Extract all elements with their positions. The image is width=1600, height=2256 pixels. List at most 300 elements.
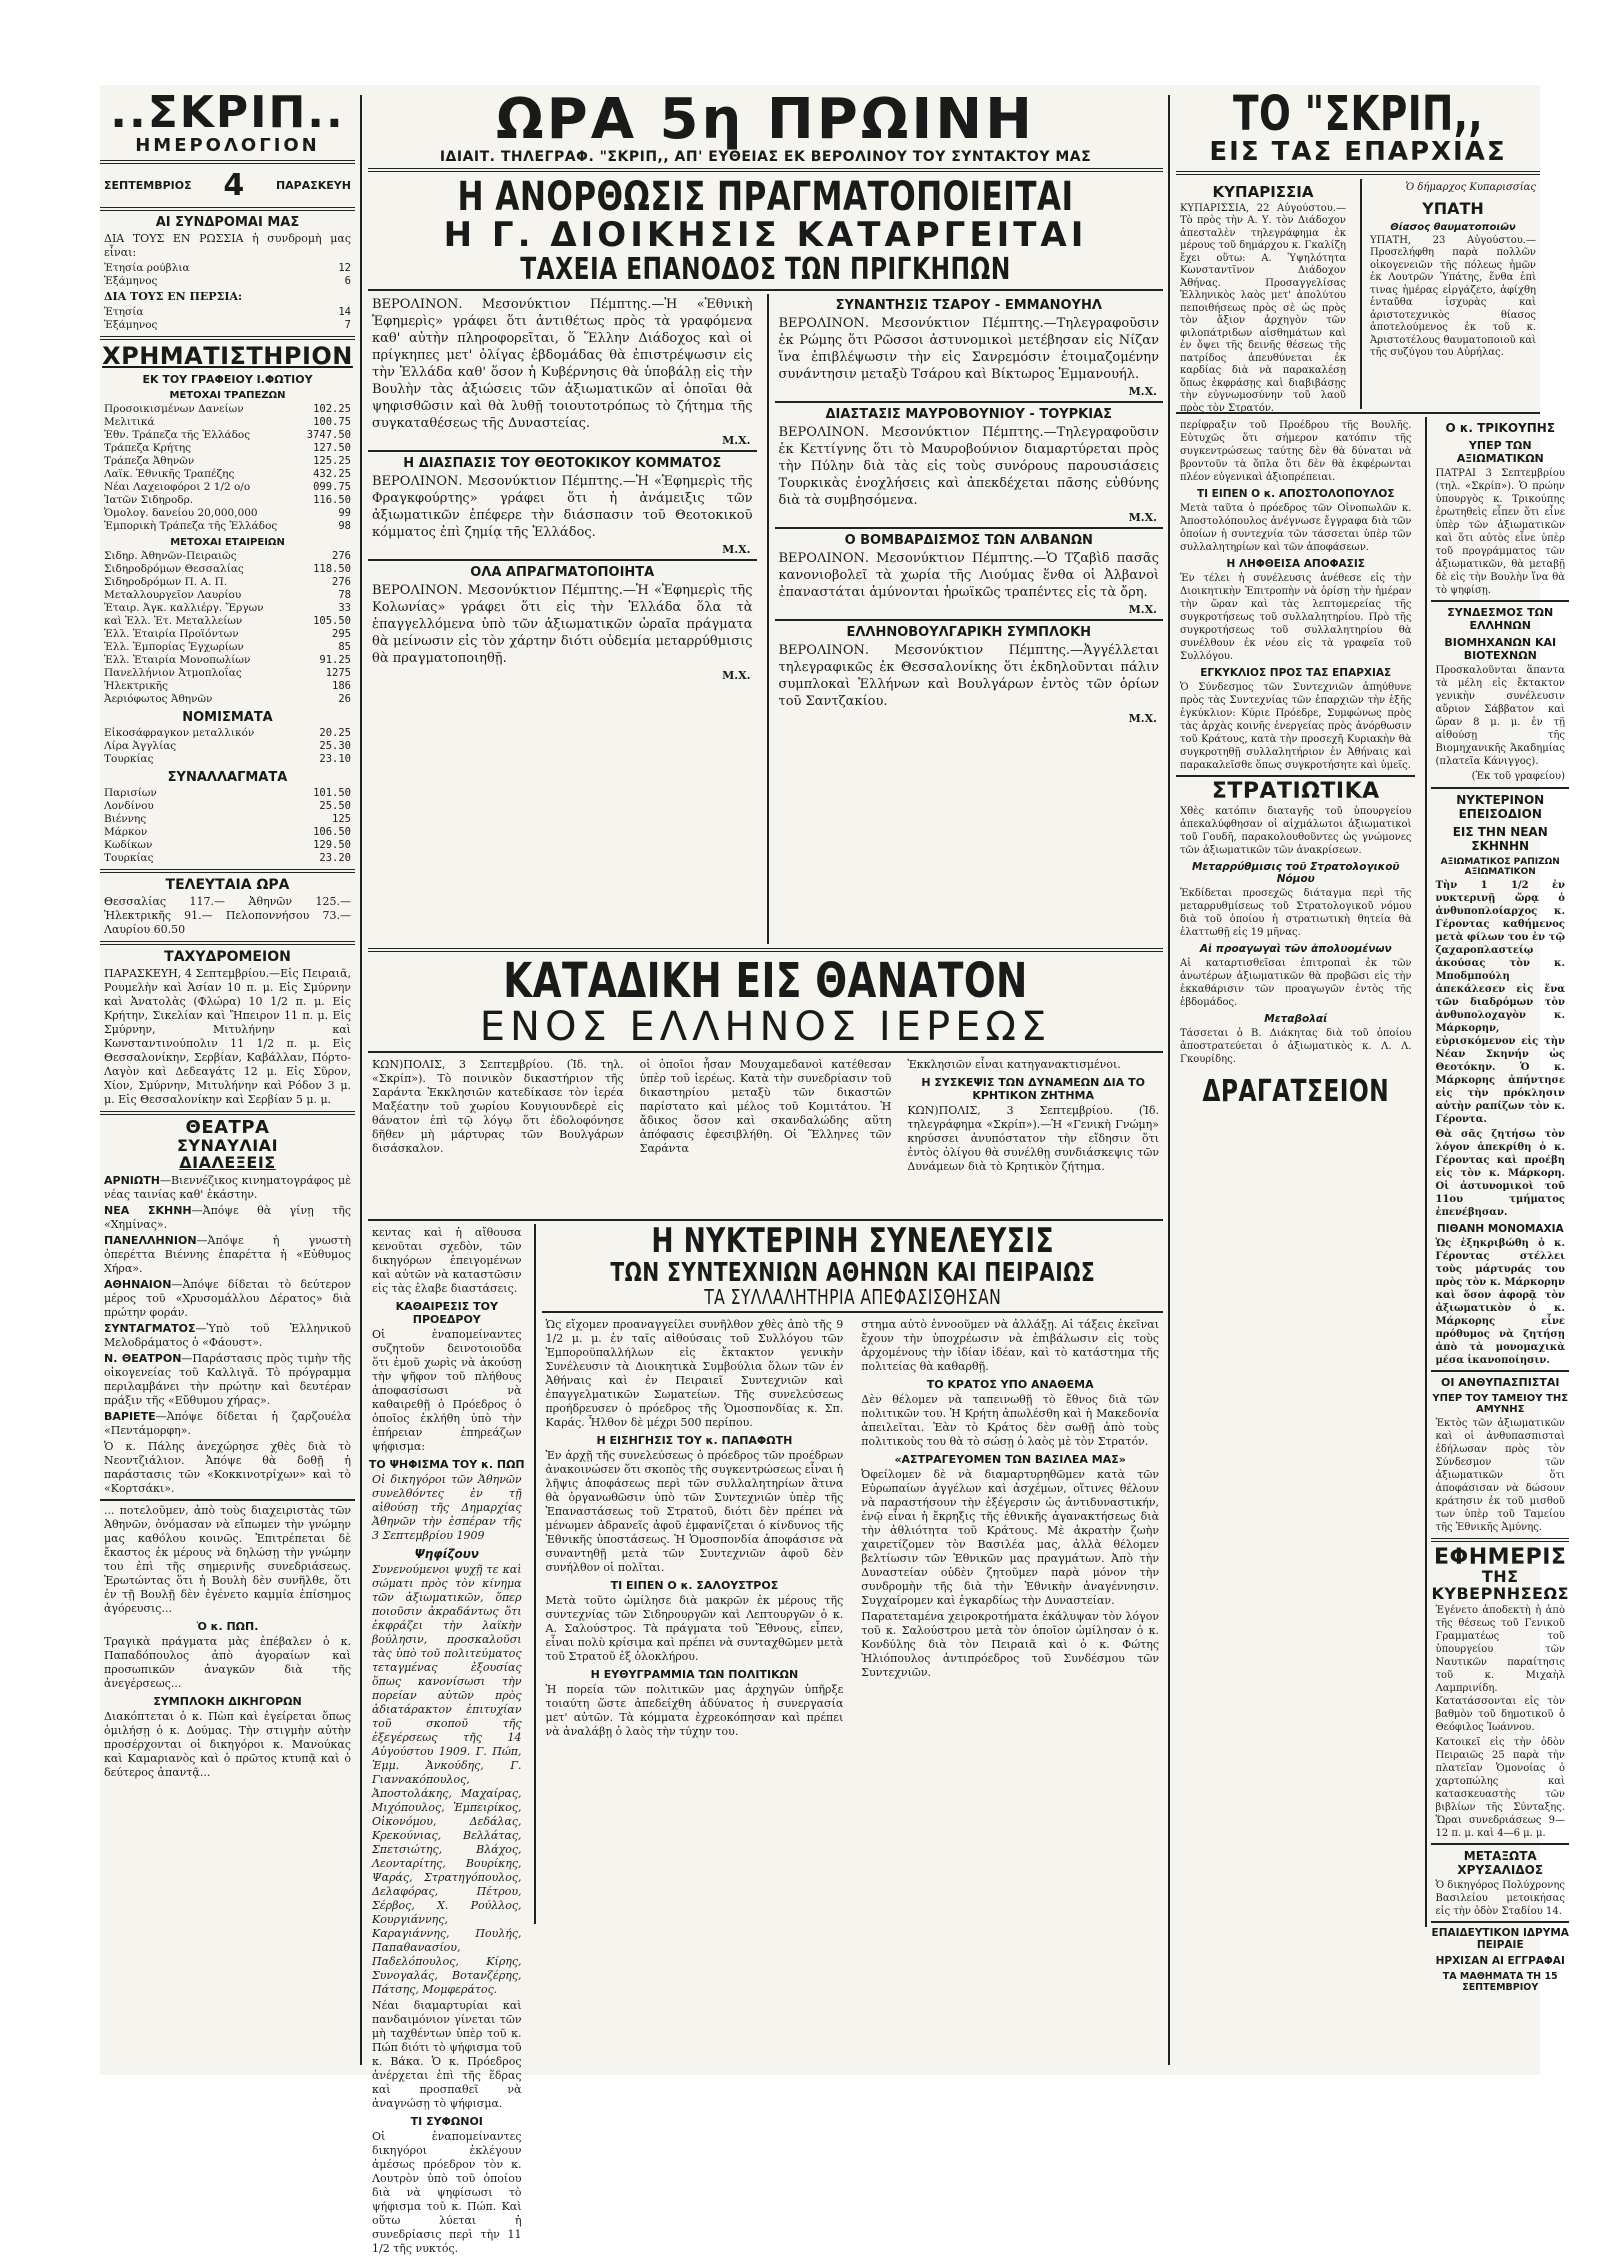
fx-row (104, 787, 351, 800)
divider (1431, 600, 1569, 602)
cretan-question-text: ΚΩΝ)ΠΟΛΙΣ, 3 Σεπτεμβρίου. (Ἰδ. τηλεγράφημα «Σκρίπ»).—Ἡ «Γενικὴ Γνώμη» κηρύσσει ἀνυπόστατον τὴν εἴδησιν ὅτι ἐντὸς ὀλίγου θὰ συνέλθῃ συνδιάσκεψις τῶν Δυνάμεων διὰ τὸ Κρητικὸν ζήτημα. (907, 1104, 1163, 1174)
assembly-text-5: στημα αὐτὸ ἐννοοῦμεν νὰ ἀλλάξῃ. Αἱ τάξεις ἐκεῖναι ἔχουν τὴν ὑποχρέωσιν νὰ ἐπιβάλωσιν εἰς τοὺς ἀρχομένους τὴν ἰδίαν ἰδέαν, καὶ τὸ κατάστημα τῆς πολιτείας θὰ καθαρθῇ. (861, 1318, 1163, 1374)
military-text-2: Ἐκδίδεται προσεχῶς διάταγμα περὶ τῆς μεταρρυθμίσεως τοῦ Στρατολογικοῦ νόμου διὰ τοῦ ὁποίου ἡ στρατιωτικὴ θητεία θὰ ἐλαττωθῇ εἰς 19 μῆνας. (1180, 887, 1415, 938)
fx-row (104, 813, 351, 826)
divider (100, 869, 355, 873)
divider (775, 619, 1164, 621)
lawyers-section: ΚΑΘΑΙΡΕΣΙΣ ΤΟΥ ΠΡΟΕΔΡΟΥ (395, 1300, 498, 1327)
theatre-program: —Βιεννέζικος κινηματογράφος μὲ νέας ταινίας καθ' ἑκάστην. (104, 1173, 351, 1201)
fx-row (104, 839, 351, 852)
fx-row-value: 129.50 (313, 839, 351, 852)
right-column (1176, 85, 1569, 2075)
money-row-value: 23.10 (319, 753, 351, 766)
divider (100, 1499, 355, 1501)
company-row-value: 105.50 (313, 615, 351, 628)
divider (542, 1311, 1163, 1313)
right-lower (1176, 417, 1569, 1994)
death-sentence-text-1: ΚΩΝ)ΠΟΛΙΣ, 3 Σεπτεμβρίου. (Ἰδ. τηλ. «Σκρίπ»). Τὸ ποινικὸν δικαστήριον τῆς Σαράντα Ἐκκλησιῶν κατεδίκασε τὸν ἱερέα Μαξέατην τοῦ χωρίου Κουγιουνδερὲ εἰς θάνατον ἐπὶ τῷ λόγῳ ὅτι ἐδολοφόνησε δῆθεν μὴ μάρτυρας τῶν Βουλγάρων δισάσκαλον. (372, 1058, 628, 1156)
company-row-value: 1275 (325, 667, 351, 680)
trikoupis-text: ΠΑΤΡΑΙ 3 Σεπτεμβρίου (τηλ. «Σκρίπ»). Ὁ πρώην ὑπουργὸς κ. Τρικούπης ἐρωτηθεὶς εἶπεν ὅτι εἶνε ὑπὲρ τῶν ἀξιωματικῶν καὶ ὅτι αὐτὸς εἶνε ὑπὲρ τοῦ προγράμματος τῶν ἀξιωματικῶν, θὰ μεταβῇ δὲ εἰς τὴν Βουλὴν ἵνα θὰ τὸ ψηφίσῃ. (1435, 467, 1569, 596)
money-row (104, 727, 351, 740)
divider (1431, 787, 1569, 789)
theatre-entry (104, 1322, 351, 1350)
article-split-text: ΒΕΡΟΛΙΝΟΝ. Μεσονύκτιον Πέμπτης.—Ἡ «Ἐφημερὶς τῆς Φραγκφούρτης» γράφει ὅτι ἡ ἀνάμειξις τῶν ἀξιωματικῶν ἐπέφερε τὴν διάσπασιν τοῦ Θεοτοκικοῦ κόμματος ἐπὶ ζημίᾳ τῆς Ἑλλάδος. (372, 473, 757, 540)
fx-row-label: Βιέννης (104, 813, 147, 826)
bank-row-value: 100.75 (313, 416, 351, 429)
company-row (104, 628, 351, 641)
ypati-text: ΥΠΑΤΗ, 23 Αὐγούστου.—Προσελήφθη παρὰ πολλῶν οἰκογενειῶν τῆς πόλεως ἡμῶν ἐκ Λουτρῶν Ὑπάτης, ἕνθα ἐπὶ τινας ἡμέρας εἰργάζετο, ἀφίχθη ἐνταῦθα ἰσχυρὰς καὶ ἀριστοτεχνικὸς θίασος ἀποτελούμενος ἐκ τοῦ κ. Ἀριστοτέλους θαυματοποιοῦ καὶ τῆς συζύγου του Αὐρήλας. (1370, 234, 1540, 359)
closing-section: ΣΥΜΠΛΟΚΗ ΔΙΚΗΓΟΡΩΝ (153, 1694, 302, 1708)
bank-row-label: Προσοικισμένων Δανείων (104, 403, 244, 416)
death-sentence-col-3 (903, 1056, 1163, 1216)
article-clash-text: ΒΕΡΟΛΙΝΟΝ. Μεσονύκτιον Πέμπτης.—Ἀγγέλλεται τηλεγραφικῶς ἐκ Θεσσαλονίκης ὅτι ἐκδηλοῦνται πάλιν συμπλοκαὶ Ἑλλήνων καὶ Βουλγάρων ἐντὸς τῶν ὁρίων τοῦ Σαντζακίου. (778, 642, 1164, 709)
incident-subtitle: ΑΞΙΩΜΑΤΙΚΟΣ ΡΑΠΙΖΩΝ ΑΞΙΩΜΑΤΙΚΟΝ (1440, 856, 1560, 877)
headline-1: Η ΑΝΟΡΘΩΣΙΣ ΠΡΑΓΜΑΤΟΠΟΙΕΙΤΑΙ (457, 174, 1074, 221)
bank-row (104, 442, 351, 455)
headline-death-sentence: ΚΑΤΑΔΙΚΗ ΕΙΣ ΘΑΝΑΤΟΝ (503, 952, 1028, 1009)
incident-title-2: ΕΙΣ ΤΗΝ ΝΕΑΝ ΣΚΗΝΗΝ (1452, 824, 1548, 853)
silk-text: Ὁ δικηγόρος Πολύχρονης Βασιλείου μετοικήσας εἰς τὴν ὁδὸν Σταδίου 14. (1435, 1880, 1569, 1918)
theatre-program: —Παράστασις πρὸς τιμὴν τῆς οἰκογενείας τοῦ Καλλιγᾶ. Τὸ πρόγραμμα περιλαμβάνει τὴν πρώτην καὶ δευτέραν πράξιν τῆς «Εὔθυμου χήρας». (104, 1351, 351, 1407)
trikoupis-title: Ο κ. ΤΡΙΚΟΥΠΗΣ (1445, 420, 1556, 435)
assembly-block (534, 1221, 1163, 1924)
post-text: ΠΑΡΑΣΚΕΥΗ, 4 Σεπτεμβρίου.—Εἰς Πειραιᾶ, Ρουμελὴν καὶ Ἀσίαν 10 π. μ. Εἰς Σμύρνην καὶ Ἀνατολὰς (Φλώρα) 10 1/2 π. μ. Εἰς Κρήτην, Σικελίαν καὶ Ἤπειρον 11 π. μ. Εἰς Σμύρνην, Μιτυλήνην καὶ Κωνσταντινούπολιν 11 1/2 π. μ. Εἰς Θεσσαλονίκην, Σερβίαν, Καβάλλαν, Πόρτο-Λαγὸν καὶ Δεδεαγάτς 12 μ. Εἰς Σῦρον, Χίον, Σμύρνην, Μιτυλήνην καὶ Ρόδον 3 μ. μ. Εἰς Θεσσαλονίκην καὶ Σερβίαν 5 μ. μ. (104, 967, 355, 1107)
industrialists-title-2: ΒΙΟΜΗΧΑΝΩΝ ΚΑΙ ΒΙΟΤΕΧΝΩΝ (1444, 635, 1557, 662)
assembly-section: Η ΕΙΣΗΓΗΣΙΣ ΤΟΥ κ. ΠΑΠΑΦΩΤΗ (596, 1434, 793, 1448)
death-sentence-block (368, 1056, 1163, 1216)
decision-text: Ἐν τέλει ἡ συνέλευσις ἀνέθεσε εἰς τὴν Διοικητικὴν Ἐπιτροπὴν νὰ ὁρίσῃ τὴν ἡμέραν τὴν ὥραν καὶ τὰς λεπτομερείας τῆς συγκροτήσεως τοῦ συλλαλητηρίου. Πρὸ τῆς συγκροτήσεως τοῦ συλλαλητηρίου θὰ συνέλθουν ἐκ νέου εἰς τὰ γραφεῖα τοῦ Συλλόγου. (1180, 572, 1415, 662)
adjutants-title-2: ΥΠΕΡ ΤΟΥ ΤΑΜΕΙΟΥ ΤΗΣ ΑΜΥΝΗΣ (1432, 1392, 1569, 1415)
military-text: Χθὲς κατόπιν διαταγῆς τοῦ ὑπουργείου ἀπεκαλύφθησαν οἱ αἰχμάλωτοι ἀξιωματικοὶ τοῦ Γουδῆ, παρακολουθοῦντες ὡς γνώμονες τῶν ἀξιωματικῶν τῶν ἀνακρίσεων. (1180, 805, 1415, 856)
article-tsar-title: ΣΥΝΑΝΤΗΣΙΣ ΤΣΑΡΟΥ - ΕΜΜΑΝΟΥΗΛ (835, 297, 1102, 313)
kyparissia-sign: Ὁ δήμαρχος Κυπαρισσίας (1405, 181, 1536, 193)
money-row (104, 740, 351, 753)
date-number: 4 (223, 168, 245, 203)
bank-row-value: 116.50 (313, 494, 351, 507)
bank-row (104, 507, 351, 520)
company-row (104, 654, 351, 667)
subscription-row (104, 262, 351, 275)
lawyers-text: κεντας καὶ ἡ αἴθουσα κενοῦται σχεδὸν, τῶν δικηγόρων ἐπειγομένων καὶ αὐτῶν νὰ καταστῶσιν εἰς τὰς ἐλαβε διαστάσεις. (372, 1226, 526, 1296)
subscription-row-label: Ἐτησία (104, 306, 144, 318)
company-row-value: 85 (338, 641, 351, 654)
piraeus-text: περίφραξιν τοῦ Προέδρου τῆς Βουλῆς. Εὐτυχῶς ὅτι σήμερον κατόπιν τῆς συγκεντρώσεως ταύτης δὲν θὰ δύναται νὰ βροντοῦν τὰ ὅπλα ὅτι δὲν θὰ ἐκφέρωνται πλέον εὐγενικαὶ ἀξιοπρέπειαι. (1180, 419, 1415, 483)
fx-row-label: Κωδίκων (104, 839, 153, 852)
company-row-label: Ἑλλ. Ἑταιρία Μονοπωλίων (104, 654, 251, 667)
exchange-title: ΧΡΗΜΑΤΙΣΤΗΡΙΟΝ (102, 342, 353, 370)
left-masthead: ..ΣΚΡΙΠ.. (110, 87, 345, 138)
kyparissia-title: ΚΥΠΑΡΙΣΣΙΑ (1212, 182, 1314, 201)
lawyers-text-5: Νέαι διαμαρτυρίαι καὶ πανδαιμόνιον γίνεται τῶν μὴ ταχθέντων ὑπὲρ τοῦ κ. Πώπ διότι τὸ ψήφισμα τοῦ κ. Βάκα. Ὁ κ. Πρόεδρος ἀνέρχεται ἐπὶ τῆς ἕδρας καὶ προσπαθεῖ νὰ ἀναγνώσῃ τὸ ψήφισμα. (372, 1999, 526, 2111)
divider (1431, 1538, 1569, 1542)
companies-title: ΜΕΤΟΧΑΙ ΕΤΑΙΡΕΙΩΝ (170, 537, 285, 549)
company-row (104, 680, 351, 693)
subscriptions-list (100, 262, 355, 288)
theatre-name: ΑΡΝΙΩΤΗ (104, 1173, 160, 1187)
apostolopoulos-text: Μετὰ ταῦτα ὁ πρόεδρος τῶν Οἰνοπωλῶν κ. Ἀποστολόπουλος ἀνέγνωσε ἔγγραφα διὰ τῶν ὁποίων ἡ συντεχνία τῶν τάσσεται ὑπὲρ τῶν συλλαλητηρίων καὶ τῶν ἀποφάσεων. (1180, 502, 1415, 553)
bank-row (104, 481, 351, 494)
assembly-text-3: Μετὰ τοῦτο ὡμίλησε διὰ μακρῶν ἐκ μέρους τῆς συντεχνίας τῶν Σιδηρουργῶν καὶ Λεπτουργῶν ὁ κ. Α. Σαλούστρος. Τὰ πράγματα τοῦ Ἔθνους, εἶπεν, εἶναι πολὺ κρίσιμα καὶ πρέπει νὰ συνταχθῶμεν μετὰ τοῦ Στρατοῦ ἐξ ὁλοκλήρου. (545, 1594, 847, 1664)
article-unrealized-title: ΟΛΑ ΑΠΡΑΓΜΑΤΟΠΟΙΗΤΑ (470, 564, 655, 580)
bank-row-label: Νέαι Λαχειοφόροι 2 1/2 ο/ο (104, 481, 251, 494)
right-masthead-sub: ΕΙΣ ΤΑΣ ΕΠΑΡΧΙΑΣ (1209, 137, 1507, 168)
divider (368, 948, 1163, 952)
theatre-subtitle-2: ΔΙΑΛΕΞΕΙΣ (179, 1152, 276, 1172)
ypati-column (1360, 179, 1540, 409)
subscription-row-label: Ἑξάμηνος (104, 275, 158, 287)
company-row (104, 563, 351, 576)
company-row-label: Πανελλήνιον Ἀτμοπλοΐας (104, 667, 242, 680)
bank-row-label: Λαϊκ. Ἐθνικῆς Τραπέζης (104, 468, 235, 481)
company-row (104, 615, 351, 628)
company-row-label: Ἑλλ. Ἑταιρία Προϊόντων (104, 628, 239, 641)
banks-title: ΜΕΤΟΧΑΙ ΤΡΑΠΕΖΩΝ (169, 390, 286, 402)
money-row-label: Λίρα Ἀγγλίας (104, 740, 177, 753)
bank-row-value: 432.25 (313, 468, 351, 481)
divider (368, 559, 757, 561)
company-row-value: 276 (332, 550, 351, 563)
industrialists-title: ΣΥΝΔΕΣΜΟΣ ΤΩΝ ΕΛΛΗΝΩΝ (1447, 605, 1554, 632)
telegrams-right (767, 294, 1164, 944)
signature: Μ.Χ. (722, 542, 751, 556)
assembly-text-8: Παρατεταμένα χειροκροτήματα ἐκάλυψαν τὸν λόγον τοῦ κ. Σαλούστρου μετὰ τὸν ὁποῖον ὡμίλησαν ὁ κ. Κονδύλης διὰ τὸν Πειραιᾶ καὶ ὁ κ. Φώτης Ἠλιόπουλος ἀντιπρόεδρος τοῦ Συνδέσμου τῶν Συντεχνιῶν. (861, 1610, 1163, 1680)
assembly-col-2 (857, 1316, 1163, 1741)
gazette-title-2: ΤΗΣ ΚΥΒΕΡΝΗΣΕΩΣ (1431, 1566, 1569, 1603)
closing-text: ... ποτελοῦμεν, ἀπὸ τοὺς διαχειριστὰς τῶν Ἀθηνῶν, ὀνόμασαν νὰ εἴπωμεν τὴν γνώμην μας καθόλου κοινῶς. Ἐπιτρέπεται δὲ ἔκαστος ἐκ μέρους νὰ δηλώσῃ τὴν γνώμην του ἐπὶ τῆς σημερινῆς συνεδριάσεως. Ἐρωτώντας ὅτι ἡ Βουλὴ δὲν συνῆλθε, ὅτι ἐν τῇ Βουλῇ δὲν ἐγένετο καμμία ἐπίσημος ἀγόρευσις... (104, 1503, 355, 1615)
divider (100, 336, 355, 340)
theatre-program: —Ὑπὸ τοῦ Ἑλληνικοῦ Μελοδράματος ὁ «Φάουστ». (104, 1321, 351, 1349)
bank-row-label: Τράπεζα Ἀθηνῶν (104, 455, 195, 468)
assembly-section-3: Η ΕΥΘΥΓΡΑΜΜΙΑ ΤΩΝ ΠΟΛΙΤΙΚΩΝ (590, 1668, 799, 1682)
company-row-label: Σιδηροδρόμων Π. Α. Π. (104, 576, 228, 589)
lawyers-text-2: Οἱ ἐναπομείναντες συζητοῦν δεινοτοιοῦδα ὅτι ἐμοῦ χωρὶς νὰ ἀκούσῃ τὴν ψῆφον τοῦ πλήθους ἀποφασίσωσι νὰ καθαιρεθῇ ὁ Πρόεδρος ὁ ὁποῖος ἐκλήθη ὑπὸ τὴν ἐπήρειαν ἐπηρεάζων ψήφισμα: (372, 1328, 526, 1454)
company-row-value: 118.50 (313, 563, 351, 576)
divider (1176, 775, 1415, 777)
subscriptions-title: ΑΙ ΣΥΝΔΡΟΜΑΙ ΜΑΣ (155, 215, 300, 230)
divider (100, 941, 355, 945)
fx-row-value: 23.20 (319, 852, 351, 865)
bank-row-label: Ἰατῶν Σιδηροδρ. (104, 494, 194, 507)
divider (1431, 1370, 1569, 1372)
death-sentence-col-1 (368, 1056, 628, 1216)
divider (368, 289, 1163, 291)
lawyers-text-3: Οἱ δικηγόροι τῶν Ἀθηνῶν συνελθόντες ἐν τῇ αἰθούσῃ τῆς Δημαρχίας Ἀθηνῶν τὴν ἑσπέραν τῆς 3 Σεπτεμβρίου 1909 (372, 1473, 526, 1543)
closing-tag: Ὁ κ. ΠΩΠ. (196, 1619, 259, 1633)
silk-title: ΜΕΤΑΞΩΤΑ ΧΡΥΣΑΛΙΔΟΣ (1457, 1849, 1544, 1878)
divider (368, 450, 757, 452)
kyparissia-column (1176, 179, 1350, 414)
divider (100, 1111, 355, 1115)
post-title: ΤΑΧΥΔΡΟΜΕΙΟΝ (164, 949, 291, 966)
article-unrealized-text: ΒΕΡΟΛΙΝΟΝ. Μεσονύκτιον Πέμπτης.—Ἡ «Ἐφημερὶς τῆς Κολωνίας» γράφει ὅτι εἰς τὴν Ἑλλάδα ὅλα τὰ ἐπαγγελλόμενα ὑπὸ τῶν ἀξιωματικῶν ὡραῖα πράγματα θὰ μείνωσιν εἰς τὸν χάρτην διότι οὐδεμία μεταρρύθμισις θὰ πραγματοποιηθῇ. (372, 582, 757, 666)
theatre-entry (104, 1352, 351, 1408)
divider (1176, 171, 1540, 175)
theatre-entry (104, 1204, 351, 1232)
bank-row (104, 416, 351, 429)
theatre-title: ΘΕΑΤΡΑ (185, 1117, 270, 1139)
signature: Μ.Χ. (1128, 510, 1157, 524)
subscriptions-persia: ΔΙΑ ΤΟΥΣ ΕΝ ΠΕΡΣΙΑ: (104, 290, 243, 303)
telegrams-block (368, 294, 1163, 944)
article-tsar-text: ΒΕΡΟΛΙΝΟΝ. Μεσονύκτιον Πέμπτης.—Τηλεγραφοῦσιν ἐκ Ρώμης ὅτι Ρῶσσοι ἀστυνομικοὶ μετέβησαν εἰς Νίζαν ἵνα ἐπιβλέψωσιν τὴν εἰς Σανρεμόσιν ἑτοιμαζομένην συνάντησιν μεταξὺ Τσάρου καὶ Βίκτωρος Ἐμμανουήλ. (778, 315, 1164, 382)
theatre-subtitle-1: ΣΥΝΑΥΛΙΑΙ (176, 1136, 279, 1156)
headline-2: Η Γ. ΔΙΟΙΚΗΣΙΣ ΚΑΤΑΡΓΕΙΤΑΙ (443, 215, 1088, 256)
article-albanians-text: ΒΕΡΟΛΙΝΟΝ. Μεσονύκτιον Πέμπτης.—Ὁ Τζαβὶδ πασᾶς κανονιοβολεῖ τὰ χωρία τῆς Λιούμας ἕνθα οἱ Ἀλβανοὶ ἐπαναστάται ἀμύνονται ἡρωϊκῶς τραπέντες εἰς τὰ ὄρη. (778, 550, 1164, 600)
company-row-label: Ἑλλ. Ἐμπορίας Ἐγχωρίων (104, 641, 244, 654)
theatre-entry (104, 1410, 351, 1438)
theatre-name: ΣΥΝΤΑΓΜΑΤΟΣ (104, 1321, 196, 1335)
divider (100, 160, 355, 164)
death-sentence-text-2: οἱ ὁποῖοι ἦσαν Μουχαμεδανοὶ κατέθεσαν ὑπὲρ τοῦ ἱερέως. Κατὰ τὴν συνεδρίασιν τοῦ δικαστηρίου μεταξὺ τῶν δικαστῶν παρίστατο καὶ μέλος τοῦ Κομιτάτου. Ἡ ἄδικος ὅσον καὶ σκανδαλώδης αὕτη ἀπόφασις ἐφεσιβλήθη. Οἱ Ἕλληνες τῶν Σαράντα (639, 1058, 895, 1156)
lawyers-column (368, 1224, 526, 2256)
left-subtitle: ΗΜΕΡΟΛΟΓΙΟΝ (135, 135, 320, 156)
signature: Μ.Χ. (722, 668, 751, 682)
company-row (104, 602, 351, 615)
theatre-tail: Ὁ κ. Πάλης ἀνεχώρησε χθὲς διὰ τὸ Νεοντζιάλιον. Ἀπόψε θὰ δοθῇ ἡ παράστασις τῶν «Κοκκινοτρίχων» καὶ τὸ «Κορτσάκι». (104, 1439, 355, 1495)
money-list (100, 727, 355, 766)
circular-text: Ὁ Σύνδεσμος τῶν Συντεχνιῶν ἀπηύθυνε πρὸς τὰς Συντεχνίας τῶν ἐπαρχιῶν τὴν ἑξῆς ἐγκύκλιον: Κύριε Πρόεδρε, Συμφώνως πρὸς τὰς ἀρχὰς κοινῆς ἐνεργείας πρὸς ἀνόρθωσιν τοῦ Κράτους, κατὰ τὴν προσεχῆ Κυριακὴν θὰ συγκροτηθῇ συλλαλητήριον ἐν Ἀθήναις καὶ παρακαλεῖσθε ὅπως συγκροτήσητε καὶ ὑμεῖς. (1180, 681, 1415, 771)
fx-row (104, 826, 351, 839)
assembly-headline-1: Η ΝΥΚΤΕΡΙΝΗ ΣΥΝΕΛΕΥΣΙΣ (650, 1221, 1054, 1262)
company-row-label: καὶ Ἑλλ. Ἐτ. Μεταλλείων (104, 615, 243, 628)
subscription-row (104, 275, 351, 288)
date-month: ΣΕΠΤΕΜΒΡΙΟΣ (104, 179, 192, 192)
money-row (104, 753, 351, 766)
bank-row (104, 468, 351, 481)
bank-row-value: 127.50 (313, 442, 351, 455)
theatre-list (100, 1174, 355, 1438)
subscriptions-text: ΔΙΑ ΤΟΥΣ ΕΝ ΡΩΣΣΙΑ ἡ συνδρομὴ μας εἶναι: (104, 232, 355, 259)
fx-row (104, 852, 351, 865)
apostolopoulos-title: ΤΙ ΕΙΠΕΝ Ο κ. ΑΠΟΣΤΟΛΟΠΟΥΛΟΣ (1196, 487, 1395, 500)
military-section-2: Αἱ προαγωγαὶ τῶν ἀπολυομένων (1199, 942, 1392, 955)
theatre-name: ΝΕΑ ΣΚΗΝΗ (104, 1203, 192, 1217)
divider (1431, 1921, 1569, 1923)
signature: Μ.Χ. (1128, 602, 1157, 616)
telegrams-left (368, 294, 757, 944)
fx-row-value: 101.50 (313, 787, 351, 800)
bank-row (104, 520, 351, 533)
military-title: ΣΤΡΑΤΙΩΤΙΚΑ (1211, 778, 1380, 804)
signature: Μ.Χ. (722, 433, 751, 447)
banner: ΩΡΑ 5η ΠΡΩΙΝΗ (496, 87, 1035, 152)
school-ad-3: ΤΑ ΜΑΘΗΜΑΤΑ ΤΗ 15 ΣΕΠΤΕΜΒΡΙΟΥ (1442, 1971, 1558, 1994)
theatre-program: —Ἀπόψε δίδεται ἡ ζαρζουέλα «Πεντάμορφη». (104, 1409, 351, 1437)
article-montenegro-text: ΒΕΡΟΛΙΝΟΝ. Μεσονύκτιον Πέμπτης.—Τηλεγραφοῦσιν ἐκ Κεττίγνης ὅτι τὸ Μαυροβούνιον διαμαρτύρεται πρὸς τὴν Πύλην διὰ τὰς εἰς τοὺς συνόρους παρουσιάσεις Τουρκικὰς ἐνοχλήσεις καὶ ἀπεκδέχεται πᾶσης εὐθύνης διὰ τὰ συμβησόμενα. (778, 424, 1164, 508)
assembly-col-1 (542, 1316, 848, 1741)
lawyers-text-6: Οἱ ἐναπομείναντες δικηγόροι ἐκλέγουν ἀμέσως πρόεδρον τὸν κ. Λουτρὸν ὑπὸ τοῦ ὁποίου διὰ νὰ ψηφίσωσι τὸ ψήφισμα τοῦ κ. Πώπ. Καὶ οὕτω λύεται ἡ συνεδρίασις περὶ τὴν 11 1/2 τῆς νυκτός. (372, 2130, 526, 2256)
theatre-program: —Ἀπόψε ἡ γνωστὴ ὀπερέττα Βιέννης ἐπαρέττα ἡ «Εὐθυμος Χήρα». (104, 1233, 351, 1275)
trikoupis-title-2: ΥΠΕΡ ΤΩΝ ΑΞΙΩΜΑΤΙΚΩΝ (1456, 438, 1544, 465)
fx-row-value: 106.50 (313, 826, 351, 839)
company-row (104, 589, 351, 602)
company-row (104, 641, 351, 654)
dragatseion-ad: ΔΡΑΓΑΤΣΕΙΟΝ (1202, 1073, 1390, 1109)
bank-row (104, 455, 351, 468)
theatre-entry (104, 1278, 351, 1320)
fx-row-label: Παρισίων (104, 787, 157, 800)
company-row-value: 26 (338, 693, 351, 706)
exchange-subtitle: ΕΚ ΤΟΥ ΓΡΑΦΕΙΟΥ Ι.ΦΩΤΙΟΥ (142, 373, 313, 387)
bank-row-value: 099.75 (313, 481, 351, 494)
assembly-text-4: Ἡ πορεία τῶν πολιτικῶν μας ἀρχηγῶν ὑπῆρξε τοιαύτη ὥστε ἀπεδείχθη ἀδύνατος ἡ συνεργασία μετ' αὐτῶν. Τὰ κόμματα ἐχρεοκόπησαν καὶ πρέπει νὰ ἀναλάβῃ ὁ λαὸς τὴν τύχην του. (545, 1683, 847, 1739)
subscription-row-label: Ἐτησία ρούβλια (104, 262, 190, 274)
lawyers-section-4: ΤΙ ΣΥΦΩΝΟΙ (410, 2115, 483, 2129)
duel-text: Ὡς ἐξηκριβώθη ὁ κ. Γέροντας στέλλει τοὺς μάρτυράς του πρὸς τὸν κ. Μάρκορην καὶ ὅσον ἀφορᾷ τὸν ἀξιωματικὸν ὁ κ. Μάρκορης εἶνε πρόθυμος νὰ ζητήσῃ ἀπὸ τὰ μονομαχικὰ μέσα ἱκανοποίησιν. (1435, 1237, 1569, 1366)
subscription-row-label: Ἑξάμηνος (104, 319, 158, 331)
company-row-value: 33 (338, 602, 351, 615)
company-row-value: 78 (338, 589, 351, 602)
bank-row-label: Ὁμολογ. δανείου 20,000,000 (104, 507, 258, 520)
theatre-name: ΠΑΝΕΛΛΗΝΙΟΝ (104, 1233, 197, 1247)
incident-text-2: Θὰ σᾶς ζητήσω τὸν λόγον ἀπεκρίθη ὁ κ. Γέροντας καὶ προέβη εἰς τὸν κ. Μάρκορη. Οἱ ἀστυνομικοὶ τοῦ 11ου τμήματος ἐπενέβησαν. (1435, 1128, 1569, 1218)
money-row-value: 25.30 (319, 740, 351, 753)
money-row-label: Εἰκοσάφραγκον μεταλλικόν (104, 727, 255, 740)
subscription-row-value: 6 (344, 275, 351, 287)
company-row-label: Σιδηροδρόμων Θεσσαλίας (104, 563, 244, 576)
date-line (104, 168, 351, 203)
theatre-entry (104, 1174, 351, 1202)
gazette-text-2: Κατοικεῖ εἰς τὴν ὁδὸν Πειραιῶς 25 παρὰ τὴν πλατεῖαν Ὁμονοίας ὁ χαρτοπώλης καὶ κατασκευαστὴς τῶν βιβλίων τῆς Σύνταξης. Ὥραι συνεδριάσεως 9—12 π. μ. καὶ 4—6 μ. μ. (1435, 1737, 1569, 1840)
fx-row-label: Μάρκον (104, 826, 148, 839)
headline-3: ΤΑΧΕΙΑ ΕΠΑΝΟΔΟΣ ΤΩΝ ΠΡΙΓΚΗΠΩΝ (520, 252, 1011, 288)
article-clash-title: ΕΛΛΗΝΟΒΟΥΛΓΑΡΙΚΗ ΣΥΜΠΛΟΚΗ (846, 624, 1092, 640)
bank-row-label: Τράπεζα Κρήτης (104, 442, 192, 455)
headline-priest: ΕΝΟΣ ΕΛΛΗΝΟΣ ΙΕΡΕΩΣ (479, 1004, 1052, 1051)
company-row-label: Ἐταιρ. Ἀγκ. καλλιέργ. Ἔργων (104, 602, 264, 615)
lower-center (368, 1221, 1163, 2256)
signature: Μ.Χ. (1128, 384, 1157, 398)
assembly-columns (542, 1316, 1163, 1741)
theatre-program: —Ἀπόψε θὰ γίνῃ τῆς «Χημίνας». (104, 1203, 351, 1231)
circular-title: ΕΓΚΥΚΛΙΟΣ ΠΡΟΣ ΤΑΣ ΕΠΑΡΧΙΑΣ (1200, 666, 1392, 679)
company-row (104, 576, 351, 589)
right-lower-col-2 (1425, 417, 1569, 1994)
money-title: ΝΟΜΙΣΜΑΤΑ (182, 710, 273, 726)
divider (775, 527, 1164, 529)
assembly-section-2: ΤΙ ΕΙΠΕΝ Ο κ. ΣΑΛΟΥΣΤΡΟΣ (610, 1579, 779, 1593)
closing-text-2: Τραγικὰ πράγματα μὰς ἐπέβαλεν ὁ κ. Παπαδόπουλος ἀπὸ ἀγοραίων καὶ προσωπικῶν ἀναγκῶν διὰ τῆς ἀνεγέρσεως... (104, 1634, 355, 1690)
last-hour-text: Θεσσαλίας 117.— Ἀθηνῶν 125.— Ἠλεκτρικῆς 91.— Πελοποννήσου 73.— Λαυρίου 60.50 (104, 895, 355, 937)
death-sentence-col-2 (636, 1056, 896, 1216)
company-row (104, 693, 351, 706)
company-row-value: 91.25 (319, 654, 351, 667)
fx-title: ΣΥΝΑΛΛΑΓΜΑΤΑ (167, 770, 288, 786)
industrialists-sign: (Ἐκ τοῦ γραφείου) (1471, 770, 1565, 782)
company-row-value: 186 (332, 680, 351, 693)
assembly-text: Ὡς εἴχομεν προαναγγείλει συνῆλθον χθὲς ἀπὸ τῆς 9 1/2 μ. μ. ἐν ταῖς αἰθούσαις τοῦ Συλλόγου τῶν Ἐμποροϋπαλλήλων εἰς ἔκτακτον γενικὴν Συνέλευσιν τὰ Διοικητικὰ Συμβούλια ὅλων τῶν ἐν Ἀθήναις καὶ ἐν Πειραιεῖ Συντεχνιῶν καὶ ἐπαγγελματικῶν Σωματείων. Τῆς συνελεύσεως προήδρευσεν ὁ πρόεδρος τῆς Ὁμοσπονδίας κ. Σπ. Καράς. Ἦλθον δὲ μέχρι 500 περίπου. (545, 1318, 847, 1430)
assembly-text-6: Δὲν θέλομεν νὰ ταπεινωθῇ τὸ ἔθνος διὰ τῶν πολιτικῶν του. Ἡ Κρήτη ἀπωλέσθη καὶ ἡ Μακεδονία ἀπειλεῖται. Ἐὰν τὸ Κράτος δὲν σωθῇ ἀπὸ τοὺς πολιτικοὺς του θὰ τὸ σώσῃ ὁ λαὸς μὲ τὸν Στρατόν. (861, 1393, 1163, 1449)
incident-text: Τὴν 1 1/2 ἐν νυκτερινῇ ὥρᾳ ὁ ἀνθυποπλοίαρχος κ. Γέροντας καθήμενος μετὰ φίλων του ἐν τῷ ζαχαροπλαστείῳ ἀκούσας τὸν κ. Μποδμπούλη ἀπεκάλεσεν εἰς ἕνα τῶν διαδρόμων τὸν ἀνθυπολοχαγὸν κ. Μάρκορην, εὑρισκόμενον εἰς τὴν Νέαν Σκηνήν ὡς Θεοτόκην. Ὁ κ. Μάρκορης ἀπήντησε εἰς τὴν πρόκλησιν αὐτὴν ραπίζων τὸν κ. Γέροντα. (1435, 879, 1569, 1125)
bank-row-value: 99 (338, 507, 351, 520)
industrialists-text: Προσκαλοῦνται ἅπαντα τὰ μέλη εἰς ἔκτακτον γενικὴν συνέλευσιν αὔριον Σάββατον καὶ ὥραν 8 μ. μ. ἐν τῇ αἰθούσῃ τῆς Βιομηχανικῆς Ἀκαδημίας (πλατεῖα Κάνιγγος). (1435, 664, 1569, 767)
gazette-text: Ἐγένετο ἀποδεκτὴ ἡ ἀπὸ τῆς θέσεως τοῦ Γενικοῦ Γραμματέως τοῦ ὑπουργείου τῶν Ναυτικῶν παραίτησις τοῦ κ. Μιχαὴλ Λαμπρινίδη. Κατατάσσονται εἰς τὸν βαθμὸν τοῦ δημοτικοῦ ὁ Θεόφιλος Ἰωάννου. (1435, 1605, 1569, 1734)
fx-row-value: 125 (332, 813, 351, 826)
theatre-name: ΑΘΗΝΑΙΟΝ (104, 1277, 172, 1291)
lawyers-section-3: Ψηφίζουν (414, 1547, 479, 1562)
assembly-headline-2: ΤΩΝ ΣΥΝΤΕΧΝΙΩΝ ΑΘΗΝΩΝ ΚΑΙ ΠΕΙΡΑΙΩΣ (609, 1257, 1095, 1288)
article-restoration-text: ΒΕΡΟΛΙΝΟΝ. Μεσονύκτιον Πέμπτης.—Ἡ «Ἐθνικὴ Ἐφημερὶς» γράφει ὅτι ἀντιθέτως πρὸς τὰ γραφόμενα καθ' αὐτὴν πληροφορεῖται, ὅ Ἕλλην Διάδοχος καὶ οἱ πρίγκηπες μετ' ὀλίγας ἑβδομάδας θὰ ἐπιστρέψωσιν εἰς τὴν Ἑλλάδα καθ' ὅσον ἡ Κυβέρνησις θὰ ὑποβάλῃ εἰς τὴν Βουλὴν τὰς ἀξιώσεις τῶν ἀξιωματικῶν αἱ ὁποῖαι θὰ ψηφισθῶσιν καὶ θὰ λυθῇ τοιουτοτρόπως τὸ ζήτημα τῆς συγκαταθέσεως τῆς Δυναστείας. (372, 296, 757, 431)
center-column (368, 85, 1164, 2256)
left-column (100, 85, 355, 2075)
ypati-title: ΥΠΑΤΗ (1422, 198, 1484, 218)
military-text-4: Τάσσεται ὁ Β. Διάκητας διὰ τοῦ ὁποίου ἀποστρατεύεται ὁ ἀξιωματικὸς κ. Λ. Λ. Γκουρίδης. (1180, 1027, 1415, 1065)
company-row-label: Ἀεριόφωτος Ἀθηνῶν (104, 693, 213, 706)
assembly-text-7: Ὀφείλομεν δὲ νὰ διαμαρτυρηθῶμεν κατὰ τῶν Εὐρωπαίων ἀγγέλων καὶ ἀσχέμων, οἵτινες θέλουν νὰ παραστήσουν τὴν ἐξέγερσιν ὡς ἀντιδυναστικήν, ἐνῷ εἶναι ἡ ἔκρηξις τῆς ἐθνικῆς ἀγανακτήσεως διὰ τὴν ἀθλιότητα τοῦ Κράτους. Μὲ ἀκρατὴν ζωὴν χαιρετίζομεν τὸν Βασιλέα μας, ἀλλὰ θέλομεν βελτίωσιν τῶν Ἐθνικῶν μας πραγμάτων. Ἀπὸ τὴν Δυναστείαν οὐδὲν ζητοῦμεν παρὰ μόνον τὴν συνδρομὴν τῆς διὰ τὴν Ἐθνικὴν ἀναγέννησιν. Συγχαίρομεν καὶ ἐγκαρδίως τὴν Δυναστείαν. (861, 1468, 1163, 1608)
incident-title: ΝΥΚΤΕΡΙΝΟΝ ΕΠΕΙΣΟΔΙΟΝ (1456, 792, 1545, 821)
subscription-row-value: 14 (338, 306, 351, 318)
military-section-3: Μεταβολαί (1264, 1012, 1328, 1025)
kyparissia-text: ΚΥΠΑΡΙΣΣΙΑ, 22 Αὐγούστου.—Τὸ πρὸς τὴν Α. Υ. τὸν Διάδοχον ἀπεσταλὲν τηλεγράφημα ἐκ μέρους τοῦ δημάρχου κ. Γκαλίζη ἔχει οὕτω: Α. Ὑψηλότητα Κωνσταντῖνον Διάδοχον Ἀθήνας. Προσαγγελίσας Ἑλληνικὸς λαὸς μετ' ἀπολύτου πεποιθήσεως πρὸς σὲ ὡς πρὸς τὸν ἄξιον ἀρχηγὸν τῶν φιλοπάτριδων αἰσθημάτων καὶ ἐν ὄψει τῆς δεινῆς θέσεως τῆς πατρίδος ἀπευθύνεται ἐκ καρδίας διὰ νὰ παρακαλέσῃ ὅπως ἐκφράσῃς καὶ διαβιβάσῃς τὴν εὐγνωμοσύνην τοῦ λαοῦ πρὸς τὸν Στρατόν. (1180, 202, 1350, 414)
right-masthead: ΤΟ "ΣΚΡΙΠ,, (1233, 86, 1483, 142)
assembly-text-2: Ἐν ἀρχῇ τῆς συνελεύσεως ὁ πρόεδρος τῶν προέδρων ἀνακοινώσεν ὅτι σκοπὸς τῆς συγκεντρώσεως εἶναι ἡ λῆψις ἀποφάσεως περὶ τῶν συλλαλητηρίων ἃτινα θὰ ὀργανωθῶσιν ὑπὸ τῶν Συντεχνιῶν ὑπὲρ τῆς Ἐπαναστάσεως τοῦ Στρατοῦ, διότι δὲν πρέπει νὰ μένωμεν ἀδρανεῖς ἀφοῦ ἐμφανίζεται ὁ κίνδυνος τῆς Ἐθνικῆς ὑποστάσεως. Ἡ Ὁμοσπονδία ἀποφάσισε νὰ συναντηθῇ μετὰ τῶν Συντεχνιῶν ἀφοῦ δὲν συνήλθον οἱ πολῖται. (545, 1449, 847, 1575)
divider (368, 168, 1163, 172)
closing-text-3: Διακόπτεται ὁ κ. Πὼπ καὶ ἐγείρεται ὅπως ὁμιλήσῃ ὁ κ. Δούμας. Τὴν στιγμὴν αὐτὴν προσέρχονται οἱ δικηγόροι κ. Μανούκας καὶ Καμαριανὸς καὶ ὁ πρῶτος κτυπᾷ καὶ ὁ δεύτερος ἀπαντᾷ... (104, 1709, 355, 1779)
military-section: Μεταρρύθμισις τοῦ Στρατολογικοῦ Νόμου (1191, 860, 1400, 885)
bank-row-value: 98 (338, 520, 351, 533)
company-row-label: Μεταλλουργεῖον Λαυρίου (104, 589, 242, 602)
assembly-section-5: «ΑΣΤΡΑΓΕΥΟΜΕΝ ΤΩΝ ΒΑΣΙΛΕΑ ΜΑΣ» (894, 1453, 1126, 1467)
signature: Μ.Χ. (1128, 711, 1157, 725)
bank-row-value: 125.25 (313, 455, 351, 468)
bank-row-label: Ἐμπορικὴ Τράπεζα τῆς Ἑλλάδος (104, 520, 278, 533)
school-ad-1: ΕΠΑΙΔΕΥΤΙΚΟΝ ΙΔΡΥΜΑ ΠΕΙΡΑΙΕ (1431, 1927, 1569, 1952)
bank-row (104, 429, 351, 442)
theatre-program: —Ἀπόψε δίδεται τὸ δεύτερον μέρος τοῦ «Χρυσομάλλου Δέρατος» διὰ πρώτην φοράν. (104, 1277, 351, 1319)
lawyers-section-2: ΤΟ ΨΗΦΙΣΜΑ ΤΟΥ κ. ΠΩΠ (368, 1458, 525, 1472)
bank-row (104, 403, 351, 416)
company-row-label: Σιδηρ. Ἀθηνῶν-Πειραιῶς (104, 550, 237, 563)
last-hour-title: ΤΕΛΕΥΤΑΙΑ ΩΡΑ (165, 877, 290, 894)
theatre-name: ΒΑΡΙΕΤΕ (104, 1409, 156, 1423)
subscription-row (104, 306, 351, 319)
money-row-value: 20.25 (319, 727, 351, 740)
adjutants-text: Ἐκτὸς τῶν ἀξιωματικῶν καὶ οἱ ἀνθυπασπισταὶ ἐδήλωσαν πρὸς τὸν Σύνδεσμον τῶν ἀξιωματικῶν ὅτι ἀποφάσισαν νὰ δώσουν κράτησιν ἐκ τοῦ μισθοῦ των ὑπὲρ τοῦ Ταμείου τῆς Ἐθνικῆς Ἀμύνης. (1435, 1417, 1569, 1533)
article-split-title: Η ΔΙΑΣΠΑΣΙΣ ΤΟΥ ΘΕΟΤΟΚΙΚΟΥ ΚΟΜΜΑΤΟΣ (403, 455, 722, 471)
bank-row-label: Ἐθν. Τράπεζα τῆς Ἑλλάδος (104, 429, 251, 442)
bank-row-value: 102.25 (313, 403, 351, 416)
bank-row (104, 494, 351, 507)
death-sentence-text-3: Ἐκκλησιῶν εἶναι κατηγανακτισμένοι. (907, 1058, 1121, 1072)
company-row (104, 667, 351, 680)
military-text-3: Αἱ καταρτισθεῖσαι ἐπιτροπαὶ ἐκ τῶν ἀνωτέρων ἀξιωματικῶν θὰ προβῶσι εἰς τὴν ἐκκαθάρισιν τῶν προαγωγῶν ἐντὸς τῆς ἑβδομάδος. (1180, 957, 1415, 1008)
fx-row (104, 800, 351, 813)
money-row-label: Τουρκίας (104, 753, 154, 766)
assembly-section-4: ΤΟ ΚΡΑΤΟΣ ΥΠΟ ΑΝΑΘΕΜΑ (926, 1378, 1094, 1392)
banks-list (100, 403, 355, 533)
article-montenegro-title: ΔΙΑΣΤΑΣΙΣ ΜΑΥΡΟΒΟΥΝΙΟΥ - ΤΟΥΡΚΙΑΣ (825, 406, 1113, 422)
fx-row-label: Λονδίνου (104, 800, 154, 813)
company-row (104, 550, 351, 563)
right-lower-col-1 (1176, 417, 1415, 1927)
theatre-name: Ν. ΘΕΑΤΡΟΝ (104, 1351, 182, 1365)
provinces-block (1176, 179, 1540, 414)
newspaper-page (100, 85, 1569, 2256)
cretan-question-title: Η ΣΥΣΚΕΨΙΣ ΤΩΝ ΔΥΝΑΜΕΩΝ ΔΙΑ ΤΟ ΚΡΗΤΙΚΟΝ ΖΗΤΗΜΑ (921, 1076, 1145, 1103)
adjutants-title: ΟΙ ΑΝΘΥΠΑΣΠΙΣΤΑΙ (1441, 1375, 1560, 1389)
bank-row-label: Μελιτικά (104, 416, 155, 429)
divider (100, 207, 355, 211)
bank-row-value: 3747.50 (306, 429, 351, 442)
article-albanians-title: Ο ΒΟΜΒΑΡΔΙΣΜΟΣ ΤΩΝ ΑΛΒΑΝΩΝ (844, 532, 1093, 548)
company-row-label: Ἠλεκτρικῆς (104, 680, 168, 693)
company-row-value: 276 (332, 576, 351, 589)
fx-row-label: Τουρκίας (104, 852, 154, 865)
fx-row-value: 25.50 (319, 800, 351, 813)
divider (1431, 1843, 1569, 1845)
banner-subtitle: ΙΔΙΑΙΤ. ΤΗΛΕΓΡΑΦ. "ΣΚΡΙΠ,, ΑΠ' ΕΥΘΕΙΑΣ ΕΚ ΒΕΡΟΛΙΝΟΥ ΤΟΥ ΣΥΝΤΑΚΤΟΥ ΜΑΣ (439, 148, 1092, 165)
decision-title: Η ΛΗΦΘΕΙΣΑ ΑΠΟΦΑΣΙΣ (1226, 557, 1365, 570)
